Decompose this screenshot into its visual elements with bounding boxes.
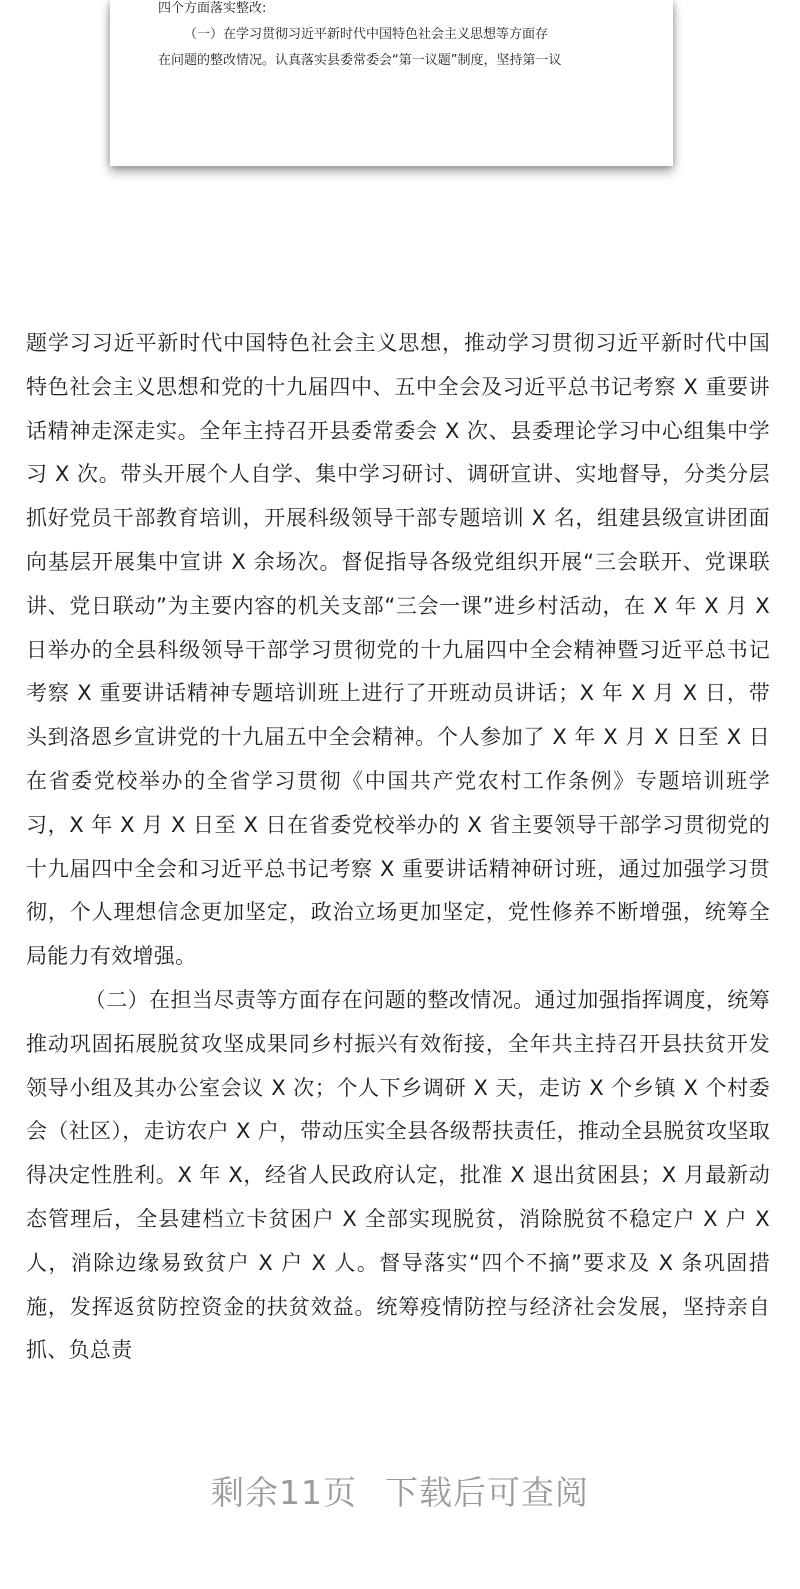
document-body bbox=[26, 322, 770, 1373]
body-paragraph: 题学习习近平新时代中国特色社会主义思想，推动学习贯彻习近平新时代中国特色社会主义思想和党的十九届四中、五中全会及习近平总书记考察 X 重要讲话精神走深走实。全年主持召开县委常委会 X 次、县委理论学习中心组集中学习 X 次。带头开展个人自学、集中学习研讨、调研宣讲、实地督导，分类分层抓好党员干部教育培训，开展科级领导干部专题培训 X 名，组建县级宣讲团面向基层开展集中宣讲 X 余场次。督促指导各级党组织开展“三会联开、党课联讲、党日联动”为主要内容的机关支部“三会一课”进乡村活动，在 X 年 X 月 X 日举办的全县科级领导干部学习贯彻党的十九届四中全会精神暨习近平总书记考察 X 重要讲话精神专题培训班上进行了开班动员讲话；X 年 X 月 X 日，带头到洛恩乡宣讲党的十九届五中全会精神。个人参加了 X 年 X 月 X 日至 X 日在省委党校举办的全省学习贯彻《中国共产党农村工作条例》专题培训班学习，X 年 X 月 X 日至 X 日在省委党校举办的 X 省主要领导干部学习贯彻党的十九届四中全会和习近平总书记考察 X 重要讲话精神研讨班，通过加强学习贯彻，个人理想信念更加坚定，政治立场更加坚定，党性修养不断增强，统筹全局能力有效增强。 bbox=[26, 331, 770, 969]
remaining-pages-label: 剩余11页 bbox=[211, 1473, 357, 1512]
preview-line: 四个方面落实整改: bbox=[158, 1, 267, 16]
document-preview-card bbox=[110, 0, 673, 166]
download-prompt[interactable] bbox=[0, 1467, 800, 1514]
download-to-view-label[interactable]: 下载后可查阅 bbox=[385, 1473, 589, 1512]
preview-text bbox=[158, 0, 636, 74]
preview-line: （一）在学习贯彻习近平新时代中国特色社会主义思想等方面存 bbox=[184, 27, 549, 42]
preview-line: 在问题的整改情况。认真落实县委常委会“第一议题”制度，坚持第一议 bbox=[158, 53, 562, 68]
body-paragraph: （二）在担当尽责等方面存在问题的整改情况。通过加强指挥调度，统筹推动巩固拓展脱贫攻坚成果同乡村振兴有效衔接，全年共主持召开县扶贫开发领导小组及其办公室会议 X 次；个人下乡调研 X 天，走访 X 个乡镇 X 个村委会（社区），走访农户 X 户，带动压实全县各级帮扶责任，推动全县脱贫攻坚取得决定性胜利。X 年 X，经省人民政府认定，批准 X 退出贫困县；X 月最新动态管理后，全县建档立卡贫困户 X 全部实现脱贫，消除脱贫不稳定户 X 户 X 人，消除边缘易致贫户 X 户 X 人。督导落实“四个不摘”要求及 X 条巩固措施，发挥返贫防控资金的扶贫效益。统筹疫情防控与经济社会发展，坚持亲自抓、负总责 bbox=[26, 987, 770, 1363]
